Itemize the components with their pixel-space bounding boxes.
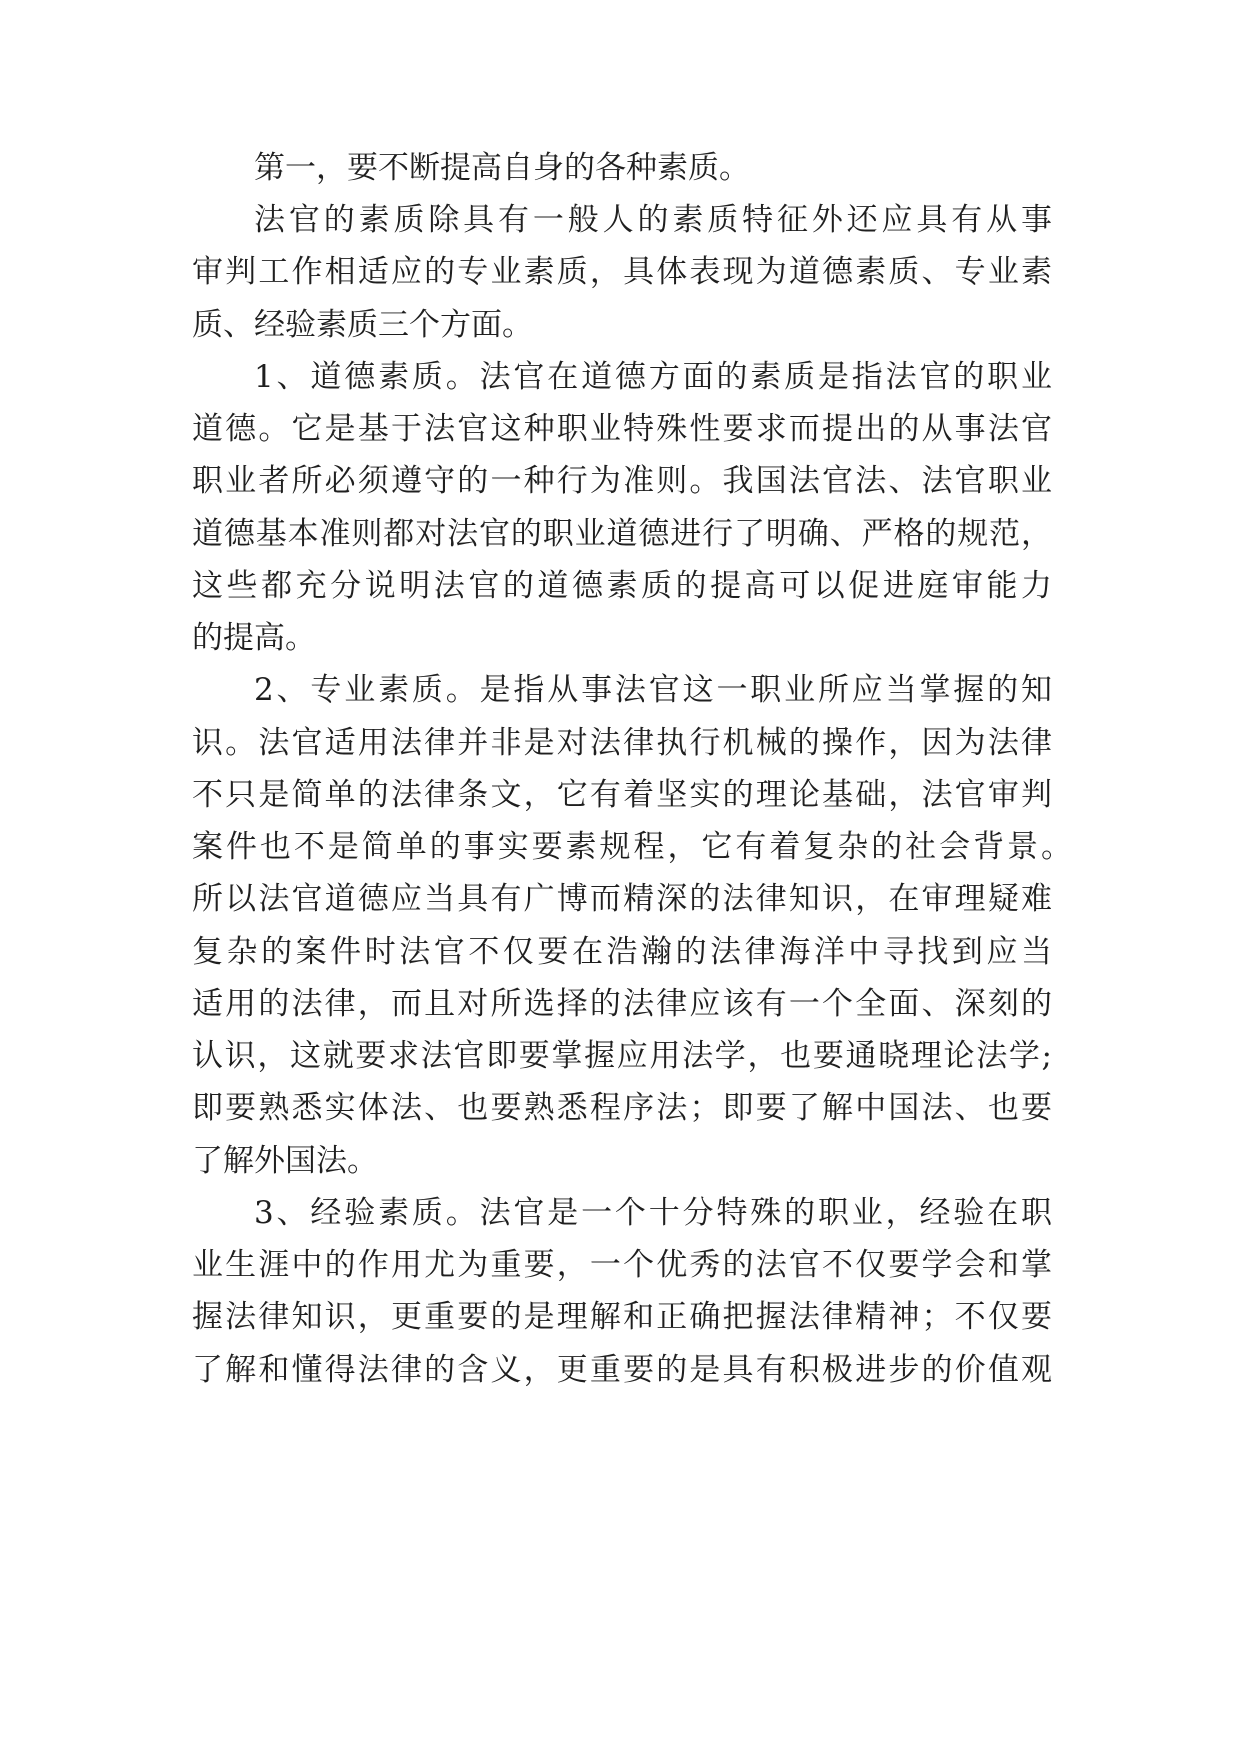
text-line: 握法律知识，更重要的是理解和正确把握法律精神；不仅要 — [192, 1299, 1052, 1335]
text-line: 业生涯中的作用尤为重要，一个优秀的法官不仅要学会和掌 — [192, 1247, 1052, 1283]
text-line: 道德基本准则都对法官的职业道德进行了明确、严格的规范， — [192, 516, 1052, 552]
text-line: 质、经验素质三个方面。 — [192, 307, 533, 343]
text-line: 3、经验素质。法官是一个十分特殊的职业，经验在职 — [254, 1195, 1052, 1231]
text-line: 了解外国法。 — [192, 1143, 378, 1179]
text-line: 所以法官道德应当具有广博而精深的法律知识，在审理疑难 — [192, 881, 1052, 917]
text-line: 认识，这就要求法官即要掌握应用法学，也要通晓理论法学; — [192, 1038, 1052, 1074]
text-line: 法官的素质除具有一般人的素质特征外还应具有从事 — [254, 202, 1052, 238]
text-line: 审判工作相适应的专业素质，具体表现为道德素质、专业素 — [192, 254, 1052, 290]
text-line: 即要熟悉实体法、也要熟悉程序法；即要了解中国法、也要 — [192, 1090, 1052, 1126]
text-line: 道德。它是基于法官这种职业特殊性要求而提出的从事法官 — [192, 411, 1052, 447]
text-line: 适用的法律，而且对所选择的法律应该有一个全面、深刻的 — [192, 986, 1052, 1022]
text-line: 识。法官适用法律并非是对法律执行机械的操作，因为法律 — [192, 725, 1052, 761]
text-line: 不只是简单的法律条文，它有着坚实的理论基础，法官审判 — [192, 777, 1052, 813]
text-line: 1、道德素质。法官在道德方面的素质是指法官的职业 — [254, 359, 1052, 395]
paragraph-heading-first: 第一，要不断提高自身的各种素质。 — [254, 150, 750, 186]
text-line: 这些都充分说明法官的道德素质的提高可以促进庭审能力 — [192, 568, 1052, 604]
text-line: 2、专业素质。是指从事法官这一职业所应当掌握的知 — [254, 672, 1052, 708]
text-line: 的提高。 — [192, 620, 316, 656]
text-line: 案件也不是简单的事实要素规程，它有着复杂的社会背景。 — [192, 829, 1072, 865]
text-line: 职业者所必须遵守的一种行为准则。我国法官法、法官职业 — [192, 463, 1052, 499]
text-line: 复杂的案件时法官不仅要在浩瀚的法律海洋中寻找到应当 — [192, 934, 1052, 970]
text-line: 了解和懂得法律的含义，更重要的是具有积极进步的价值观 — [192, 1352, 1052, 1388]
